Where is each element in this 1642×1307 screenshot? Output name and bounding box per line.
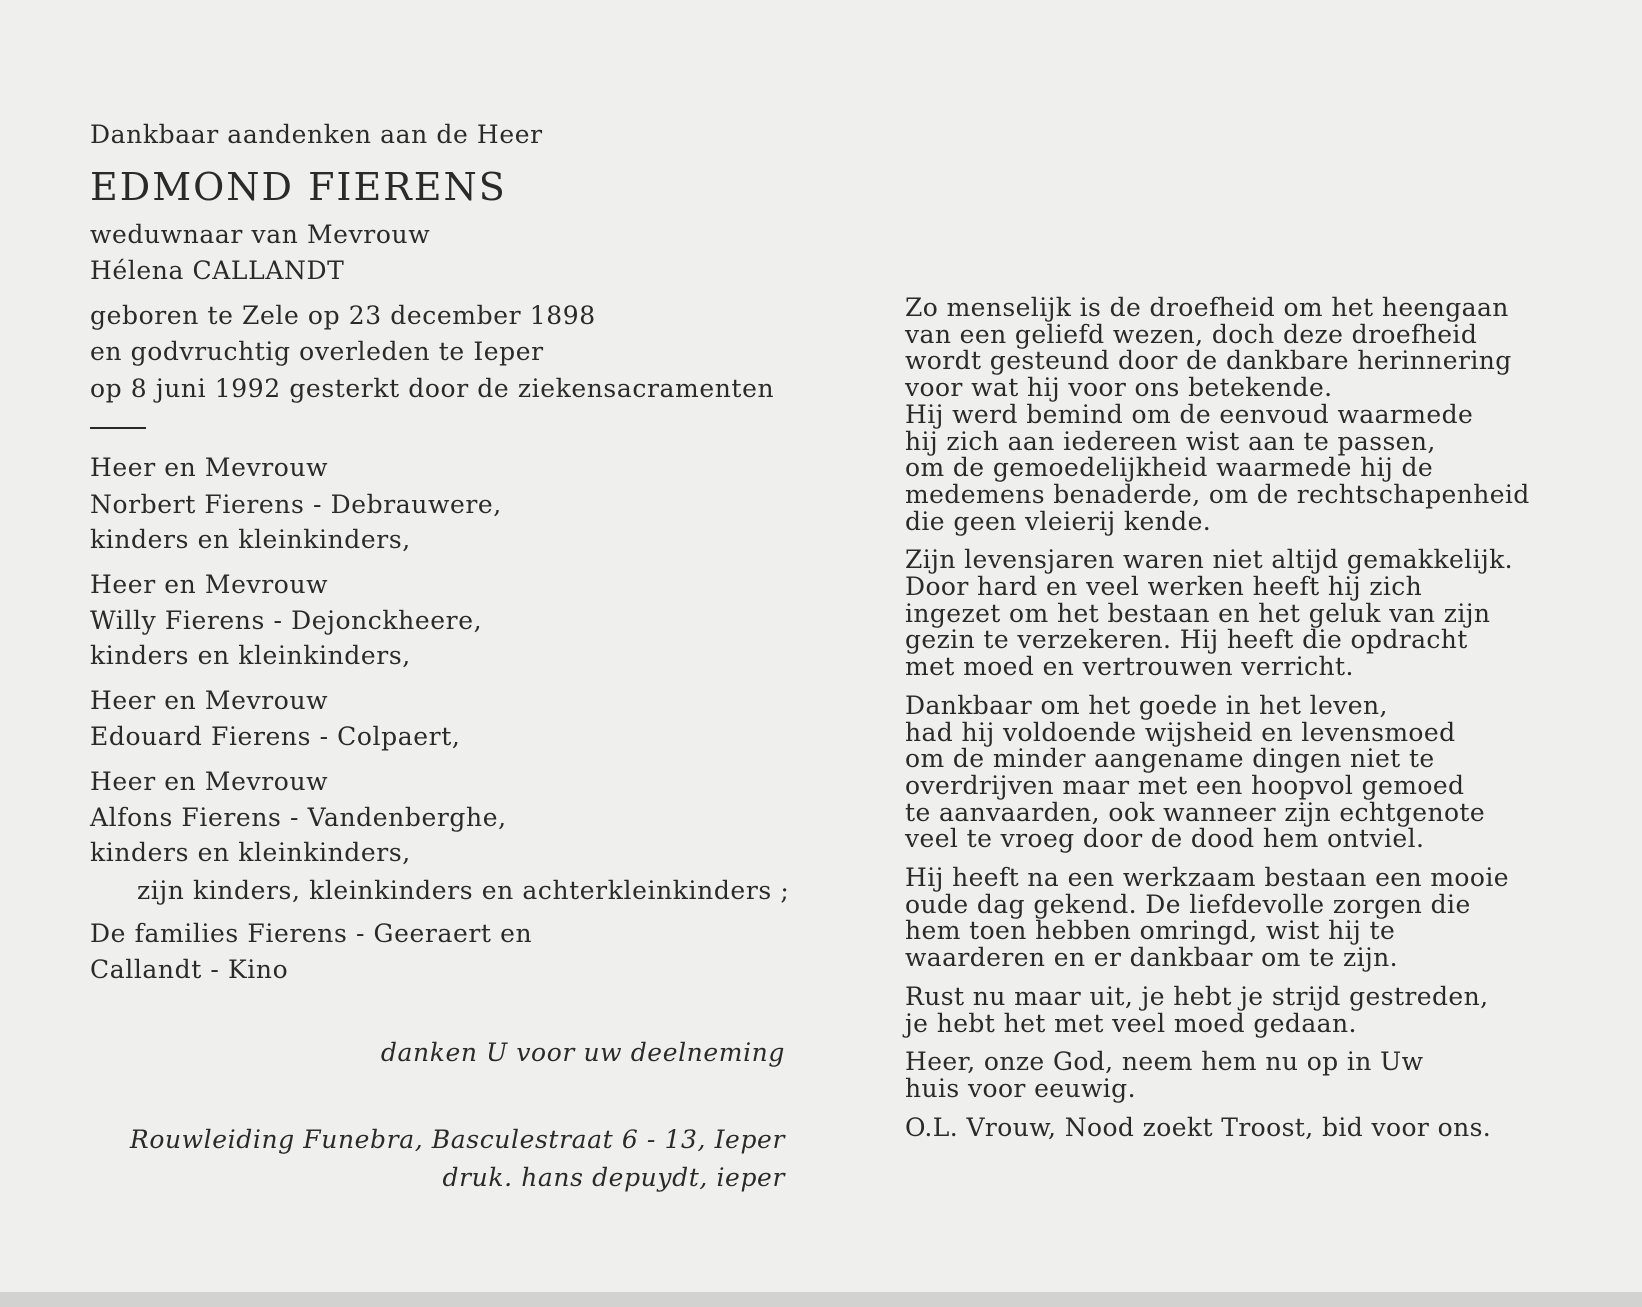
thanks-line: danken U voor uw deelneming xyxy=(380,1038,785,1067)
text-line: je hebt het met veel moed gedaan. xyxy=(905,1008,1357,1038)
paragraph xyxy=(905,295,1565,535)
text-line: O.L. Vrouw, Nood zoekt Troost, bid voor ons. xyxy=(905,1112,1492,1142)
text-line: Dankbaar om het goede in het leven, xyxy=(905,690,1388,720)
text-line: hij zich aan iedereen wist aan te passen, xyxy=(905,426,1436,456)
death-line: en godvruchtig overleden te Ieper xyxy=(90,337,544,366)
family-line: De families Fierens - Geeraert en xyxy=(90,919,533,948)
family-line: zijn kinders, kleinkinders en achterkleinkinders ; xyxy=(137,876,790,905)
text-line: ingezet om het bestaan en het geluk van zijn xyxy=(905,598,1491,628)
text-line: om de gemoedelijkheid waarmede hij de xyxy=(905,453,1434,483)
text-line: te aanvaarden, ook wanneer zijn echtgenote xyxy=(905,797,1486,827)
text-line: Heer, onze God, neem hem nu op in Uw xyxy=(905,1047,1424,1077)
text-line: hem toen hebben omringd, wist hij te xyxy=(905,916,1396,946)
family-line: kinders en kleinkinders, xyxy=(90,525,411,554)
text-line: van een geliefd wezen, doch deze droefheid xyxy=(905,319,1478,349)
divider xyxy=(90,427,146,429)
text-line: medemens benaderde, om de rechtschapenheid xyxy=(905,479,1530,509)
paragraph xyxy=(905,1049,1565,1102)
paragraph xyxy=(905,1112,1565,1142)
text-line: Zo menselijk is de droefheid om het heengaan xyxy=(905,293,1509,322)
text-line: voor wat hij voor ons betekende. xyxy=(905,373,1333,403)
text-line: veel te vroeg door de dood hem ontviel. xyxy=(905,824,1425,854)
family-line: kinders en kleinkinders, xyxy=(90,838,411,867)
family-line: Callandt - Kino xyxy=(90,955,289,984)
text-line: Hij werd bemind om de eenvoud waarmede xyxy=(905,399,1474,429)
text-line: wordt gesteund door de dankbare herinnering xyxy=(905,346,1512,376)
printer-line: druk. hans depuydt, ieper xyxy=(442,1163,785,1192)
text-line: had hij voldoende wijsheid en levensmoed xyxy=(905,717,1456,747)
text-line: oude dag gekend. De liefdevolle zorgen die xyxy=(905,889,1471,919)
family-line: Willy Fierens - Dejonckheere, xyxy=(90,606,483,635)
text-line: die geen vleierij kende. xyxy=(905,506,1212,536)
deceased-name: EDMOND FIERENS xyxy=(90,165,507,209)
paragraph xyxy=(905,690,1565,854)
funeral-director-line: Rouwleiding Funebra, Basculestraat 6 - 13, Ieper xyxy=(129,1125,785,1154)
family-line: Heer en Mevrouw xyxy=(90,570,329,599)
family-line: Edouard Fierens - Colpaert, xyxy=(90,722,461,751)
paragraph xyxy=(905,981,1565,1038)
family-line: Heer en Mevrouw xyxy=(90,767,329,796)
right-column xyxy=(905,295,1565,1153)
family-line: Norbert Fierens - Debrauwere, xyxy=(90,490,502,519)
paragraph xyxy=(905,547,1565,681)
text-line: huis voor eeuwig. xyxy=(905,1073,1136,1103)
widower-line-1: weduwnaar van Mevrouw xyxy=(90,220,431,249)
text-line: Door hard en veel werken heeft hij zich xyxy=(905,572,1423,602)
family-line: Heer en Mevrouw xyxy=(90,686,329,715)
family-line: Alfons Fierens - Vandenberghe, xyxy=(90,803,507,832)
widower-line-2: Hélena CALLANDT xyxy=(90,256,345,285)
text-line: Rust nu maar uit, je hebt je strijd gestreden, xyxy=(905,981,1489,1011)
family-line: kinders en kleinkinders, xyxy=(90,641,411,670)
text-line: gezin te verzekeren. Hij heeft die opdracht xyxy=(905,625,1468,655)
death-date-line: op 8 juni 1992 gesterkt door de ziekensacramenten xyxy=(90,374,775,403)
birth-line: geboren te Zele op 23 december 1898 xyxy=(90,301,596,330)
paragraph xyxy=(905,865,1565,972)
text-line: overdrijven maar met een hoopvol gemoed xyxy=(905,770,1465,800)
text-line: Zijn levensjaren waren niet altijd gemakkelijk. xyxy=(905,545,1514,575)
text-line: waarderen en er dankbaar om te zijn. xyxy=(905,943,1399,973)
text-line: Hij heeft na een werkzaam bestaan een mooie xyxy=(905,863,1509,893)
text-line: om de minder aangename dingen niet te xyxy=(905,744,1435,774)
intro-text: Dankbaar aandenken aan de Heer xyxy=(90,120,543,149)
family-line: Heer en Mevrouw xyxy=(90,453,329,482)
text-line: met moed en vertrouwen verricht. xyxy=(905,652,1354,682)
